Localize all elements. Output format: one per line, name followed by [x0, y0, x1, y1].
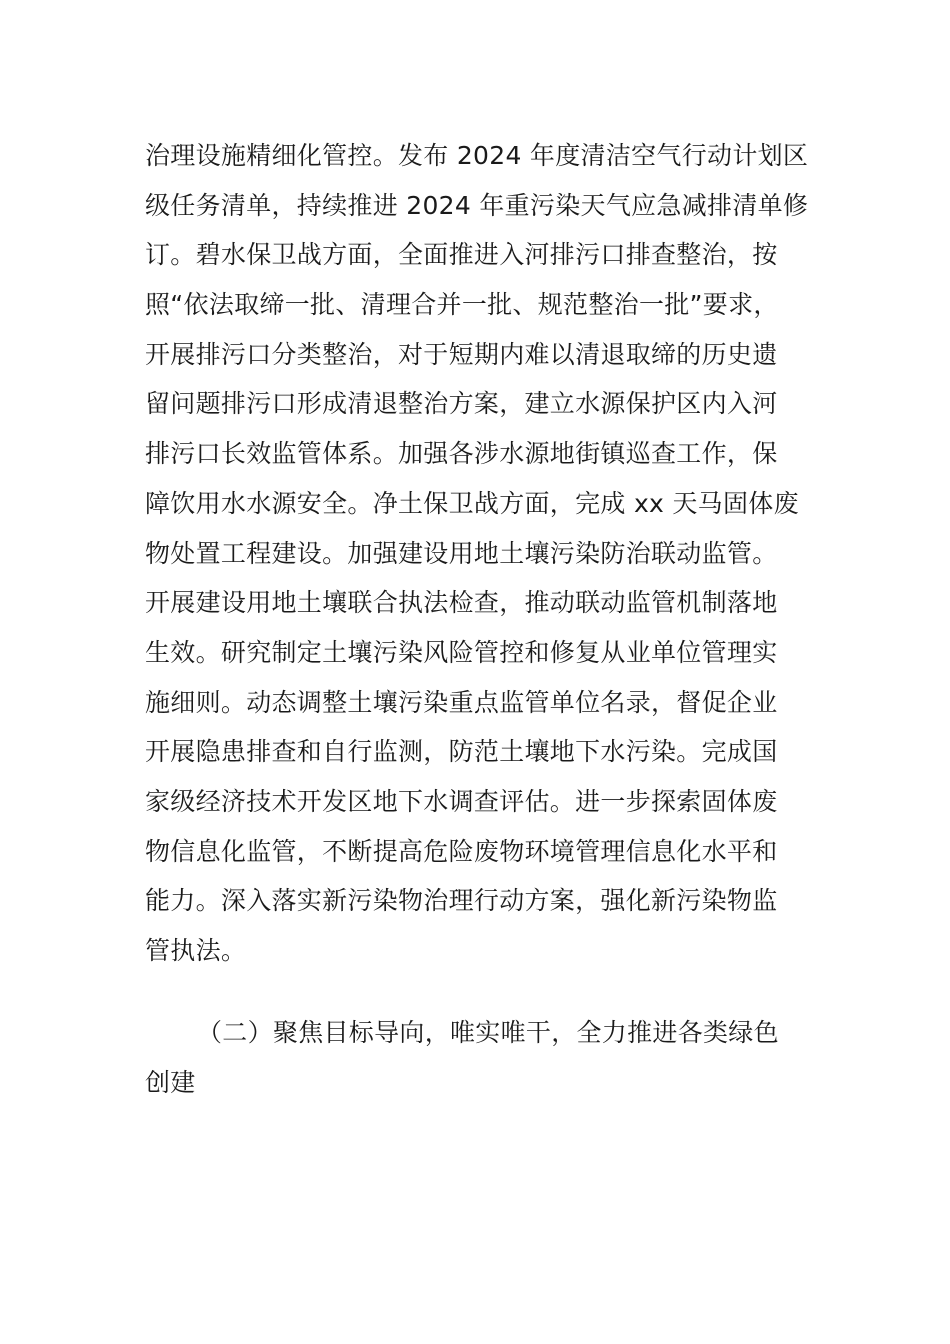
paragraph-line: 管执法。 [145, 936, 247, 965]
paragraph-line: 生效。研究制定土壤污染风险管控和修复从业单位管理实 [145, 637, 778, 667]
paragraph-line: 订。碧水保卫战方面，全面推进入河排污口排查整治，按 [145, 240, 778, 270]
section-heading [145, 1008, 815, 1107]
paragraph-line: 家级经济技术开发区地下水调查评估。进一步探索固体废 [145, 786, 778, 816]
paragraph-line: 物信息化监管，不断提高危险废物环境管理信息化水平和 [145, 836, 778, 866]
section-heading-line: （二）聚焦目标导向，唯实唯干，全力推进各类绿色 [197, 1018, 779, 1047]
paragraph-line: 照“依法取缔一批、清理合并一批、规范整治一批”要求， [145, 290, 779, 320]
paragraph-line: 开展建设用地土壤联合执法检查，推动联动监管机制落地 [145, 588, 778, 618]
paragraph-line: 物处置工程建设。加强建设用地土壤污染防治联动监管。 [145, 538, 778, 568]
paragraph-line: 能力。深入落实新污染物治理行动方案，强化新污染物监 [145, 886, 778, 916]
paragraph-line: 治理设施精细化管控。发布 2024 年度清洁空气行动计划区 [145, 141, 809, 170]
body-paragraph [145, 131, 815, 976]
paragraph-line: 障饮用水水源安全。净土保卫战方面，完成 xx 天马固体废 [145, 488, 799, 518]
paragraph-line: 施细则。动态调整土壤污染重点监管单位名录，督促企业 [145, 687, 778, 717]
paragraph-line: 级任务清单，持续推进 2024 年重污染天气应急减排清单修 [145, 190, 809, 220]
paragraph-line: 开展排污口分类整治，对于短期内难以清退取缔的历史遗 [145, 339, 778, 369]
paragraph-line: 留问题排污口形成清退整治方案，建立水源保护区内入河 [145, 389, 778, 419]
paragraph-line: 开展隐患排查和自行监测，防范土壤地下水污染。完成国 [145, 737, 778, 767]
paragraph-line: 排污口长效监管体系。加强各涉水源地街镇巡查工作，保 [145, 439, 778, 469]
section-heading-line: 创建 [145, 1067, 196, 1097]
